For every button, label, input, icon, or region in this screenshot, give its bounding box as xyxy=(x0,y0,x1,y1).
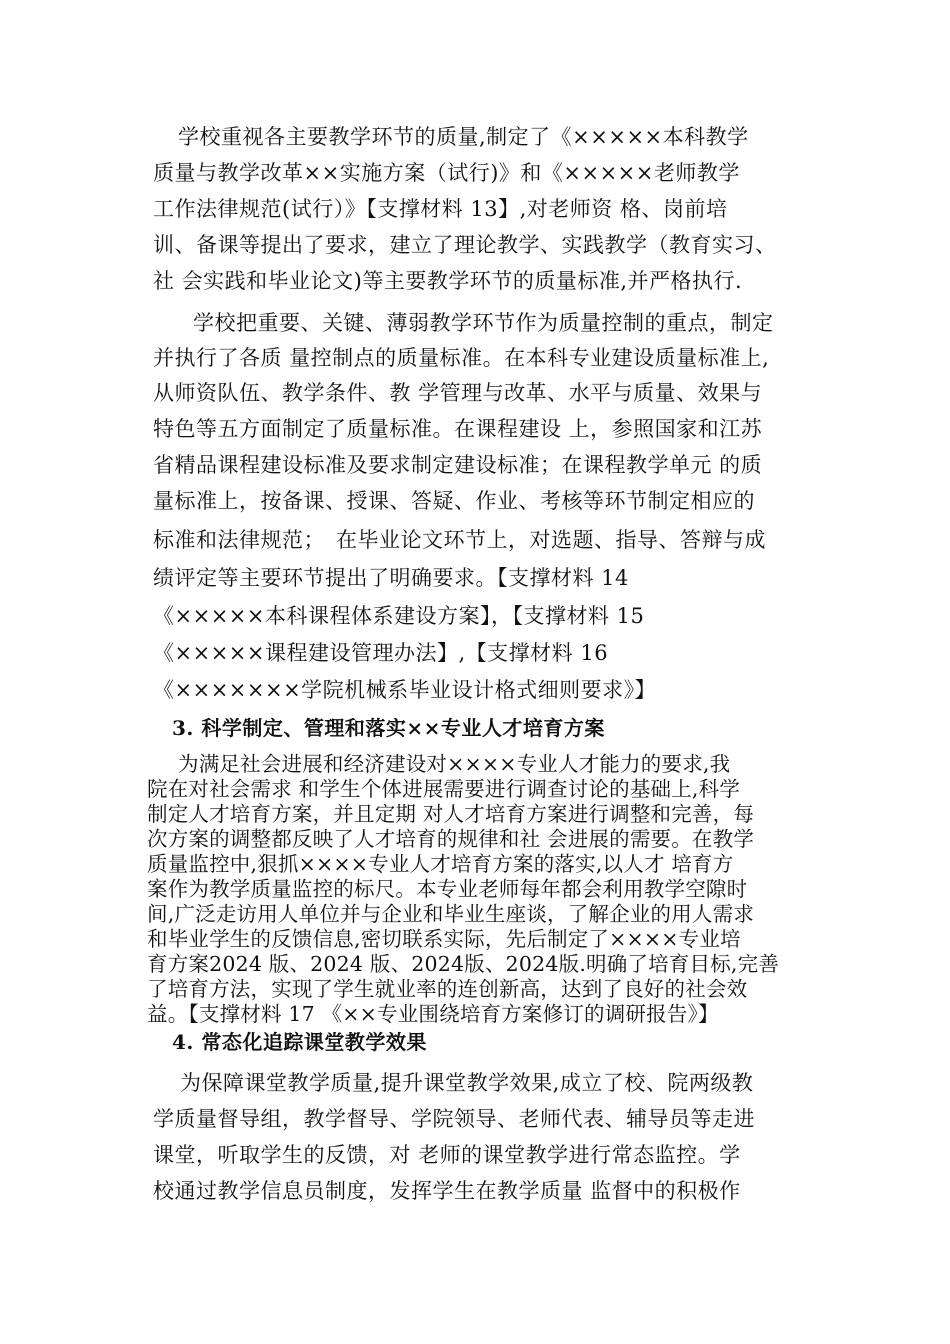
text-line: 并执行了各质 量控制点的质量标准。在本科专业建设质量标准上, xyxy=(153,346,770,370)
text-line: 和毕业学生的反馈信息,密切联系实际，先后制定了××××专业培 xyxy=(147,927,741,951)
text-line: 制定人才培育方案，并且定期 对人才培育方案进行调整和完善，每 xyxy=(147,802,755,826)
text-line: 次方案的调整都反映了人才培育的规律和社 会进展的需要。在教学 xyxy=(147,827,755,851)
text-line: 间,广泛走访用人单位并与企业和毕业生座谈，了解企业的用人需求 xyxy=(147,902,755,926)
text-line: 学校重视各主要教学环节的质量,制定了《×××××本科教学 xyxy=(178,125,749,149)
text-line: 省精品课程建设标准及要求制定建设标准；在课程教学单元 的质 xyxy=(153,453,763,477)
text-line: 《×××××课程建设管理办法】,【支撑材料 16 xyxy=(153,641,609,665)
text-line: 案作为教学质量监控的标尺。本专业老师每年都会利用教学空隙时 xyxy=(147,877,748,901)
text-line: 质量与教学改革××实施方案（试行)》和《×××××老师教学 xyxy=(153,161,740,185)
text-line: 《×××××××学院机械系毕业设计格式细则要求》】 xyxy=(153,678,657,702)
text-line: 益。【支撑材料 17 《××专业围绕培育方案修订的调研报告》】 xyxy=(147,1002,719,1026)
text-line: 量标准上，按备课、授课、答疑、作业、考核等环节制定相应的 xyxy=(153,489,755,513)
text-line: 院在对社会需求 和学生个体进展需要进行调查讨论的基础上,科学 xyxy=(147,777,741,801)
text-line: 标准和法律规范； 在毕业论文环节上，对选题、指导、答辩与成 xyxy=(153,528,766,552)
text-line: 绩评定等主要环节提出了明确要求。【支撑材料 14 xyxy=(153,566,629,590)
section-heading-3: 3. 科学制定、管理和落实××专业人才培育方案 xyxy=(172,716,605,740)
text-line: 课堂，听取学生的反馈，对 老师的课堂教学进行常态监控。学 xyxy=(153,1143,741,1167)
text-line: 社 会实践和毕业论文)等主要教学环节的质量标准,并严格执行. xyxy=(153,269,743,293)
text-line: 校通过教学信息员制度，发挥学生在教学质量 监督中的积极作 xyxy=(153,1179,741,1203)
text-line: 育方案2024 版、2024 版、2024版、2024版.明确了培育目标,完善 xyxy=(147,952,780,976)
text-line: 训、备课等提出了要求，建立了理论教学、实践教学（教育实习、 xyxy=(153,233,777,257)
text-line: 从师资队伍、教学条件、教 学管理与改革、水平与质量、效果与 xyxy=(153,381,763,405)
text-line: 为保障课堂教学质量,提升课堂教学效果,成立了校、院两级教 xyxy=(180,1071,754,1095)
text-line: 工作法律规范(试行）》【支撑材料 13】,对老师资 格、岗前培 xyxy=(153,197,728,221)
text-line: 质量监控中,狠抓××××专业人才培育方案的落实,以人才 培育方 xyxy=(147,852,734,876)
text-line: 《×××××本科课程体系建设方案】，【支撑材料 15 xyxy=(153,604,645,628)
text-line: 为满足社会进展和经济建设对××××专业人才能力的要求,我 xyxy=(178,752,731,776)
text-line: 了培育方法，实现了学生就业率的连创新高，达到了良好的社会效 xyxy=(147,977,748,1001)
text-line: 学校把重要、关键、薄弱教学环节作为质量控制的重点，制定 xyxy=(193,311,774,335)
text-line: 学质量督导组，教学督导、学院领导、老师代表、辅导员等走进 xyxy=(153,1107,755,1131)
section-heading-4: 4. 常态化追踪课堂教学效果 xyxy=(172,1030,427,1054)
text-line: 特色等五方面制定了质量标准。在课程建设 上，参照国家和江苏 xyxy=(153,417,763,441)
